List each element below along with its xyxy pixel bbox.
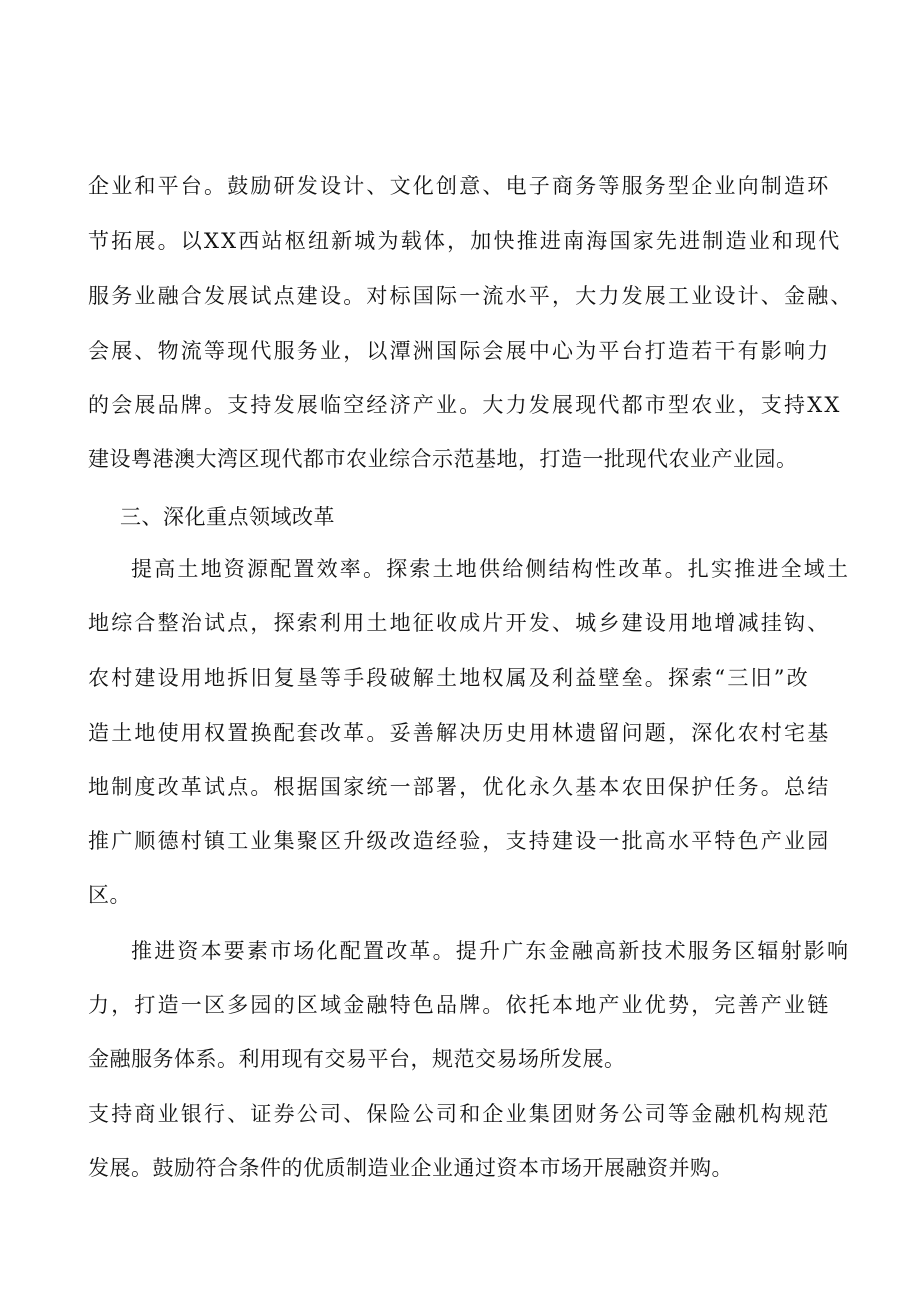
- paragraph-2-line-2: 地综合整治试点，探索利用土地征收成片开发、城乡建设用地增减挂钩、: [88, 611, 831, 635]
- paragraph-1-line-4: 会展、物流等现代服务业，以潭洲国际会展中心为平台打造若干有影响力: [88, 339, 831, 363]
- paragraph-1-line-6: 建设粤港澳大湾区现代都市农业综合示范基地，打造一批现代农业产业园。: [88, 447, 798, 471]
- paragraph-1-line-2: 节拓展。以XX西站枢纽新城为载体，加快推进南海国家先进制造业和现代: [88, 229, 842, 253]
- paragraph-2-line-7: 区。: [88, 883, 131, 907]
- paragraph-3-line-2: 力，打造一区多园的区域金融特色品牌。依托本地产业优势，完善产业链: [88, 993, 831, 1017]
- paragraph-3-line-1: 推进资本要素市场化配置改革。提升广东金融高新技术服务区辐射影响: [131, 939, 851, 963]
- paragraph-2-line-4: 造土地使用权置换配套改革。妥善解决历史用林遗留问题，深化农村宅基: [88, 721, 831, 745]
- paragraph-1-line-1: 企业和平台。鼓励研发设计、文化创意、电子商务等服务型企业向制造环: [88, 174, 831, 198]
- section-heading: 三、深化重点领域改革: [120, 505, 335, 529]
- paragraph-1-line-3: 服务业融合发展试点建设。对标国际一流水平，大力发展工业设计、金融、: [88, 284, 854, 308]
- paragraph-2-line-6: 推广顺德村镇工业集聚区升级改造经验，支持建设一批高水平特色产业园: [88, 829, 831, 853]
- paragraph-2-line-5: 地制度改革试点。根据国家统一部署，优化永久基本农田保护任务。总结: [88, 775, 831, 799]
- paragraph-3-line-3: 金融服务体系。利用现有交易平台，规范交易场所发展。: [88, 1047, 626, 1071]
- paragraph-2-line-1: 提高土地资源配置效率。探索土地供给侧结构性改革。扎实推进全域土: [131, 557, 851, 581]
- paragraph-4-line-1: 支持商业银行、证券公司、保险公司和企业集团财务公司等金融机构规范: [88, 1102, 831, 1126]
- paragraph-4-line-2: 发展。鼓励符合条件的优质制造业企业通过资本市场开展融资并购。: [88, 1156, 733, 1180]
- paragraph-2-line-3: 农村建设用地拆旧复垦等手段破解土地权属及利益壁垒。探索“三旧”改: [88, 666, 810, 690]
- paragraph-1-line-5: 的会展品牌。支持发展临空经济产业。大力发展现代都市型农业，支持XX: [88, 393, 842, 417]
